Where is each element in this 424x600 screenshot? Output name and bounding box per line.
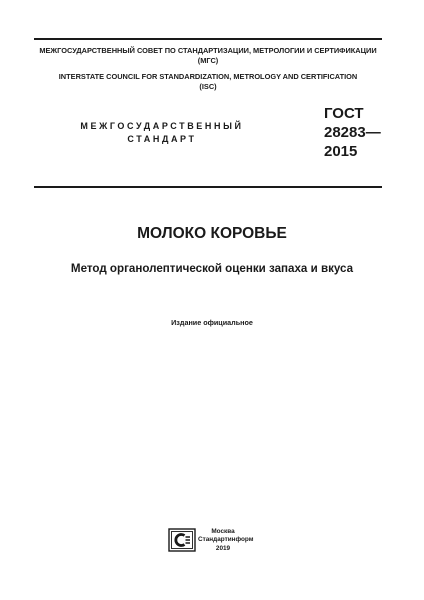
top-rule: [34, 38, 382, 40]
standard-type: [40, 120, 284, 146]
edition-note: Издание официальное: [171, 318, 253, 327]
document-title: МОЛОКО КОРОВЬЕ: [137, 225, 287, 242]
council-english: [34, 72, 382, 92]
council-english-abbr: (ISC): [199, 82, 217, 91]
gost-designation: [324, 104, 381, 161]
council-russian-name: МЕЖГОСУДАРСТВЕННЫЙ СОВЕТ ПО СТАНДАРТИЗАЦИИ, МЕТРОЛОГИИ И СЕРТИФИКАЦИИ: [39, 46, 377, 55]
gost-prefix: ГОСТ: [324, 105, 364, 122]
standard-type-line1: МЕЖГОСУДАРСТВЕННЫЙ: [80, 121, 244, 131]
council-russian: [34, 46, 382, 66]
publisher-name: Стандартинформ: [198, 536, 254, 544]
publisher: [198, 528, 254, 553]
standard-type-line2: СТАНДАРТ: [127, 134, 197, 144]
header-divider: [34, 186, 382, 188]
publisher-year: 2019: [215, 544, 231, 552]
gost-year: 2015: [324, 143, 358, 160]
council-english-name: INTERSTATE COUNCIL FOR STANDARDIZATION, METROLOGY AND CERTIFICATION: [58, 72, 358, 81]
council-russian-abbr: (МГС): [197, 56, 219, 65]
standartinform-logo-icon: [168, 528, 196, 552]
publisher-city: Москва: [211, 528, 235, 535]
gost-number: 28283—: [324, 124, 381, 141]
document-subtitle: Метод органолептической оценки запаха и вкуса: [70, 262, 354, 275]
